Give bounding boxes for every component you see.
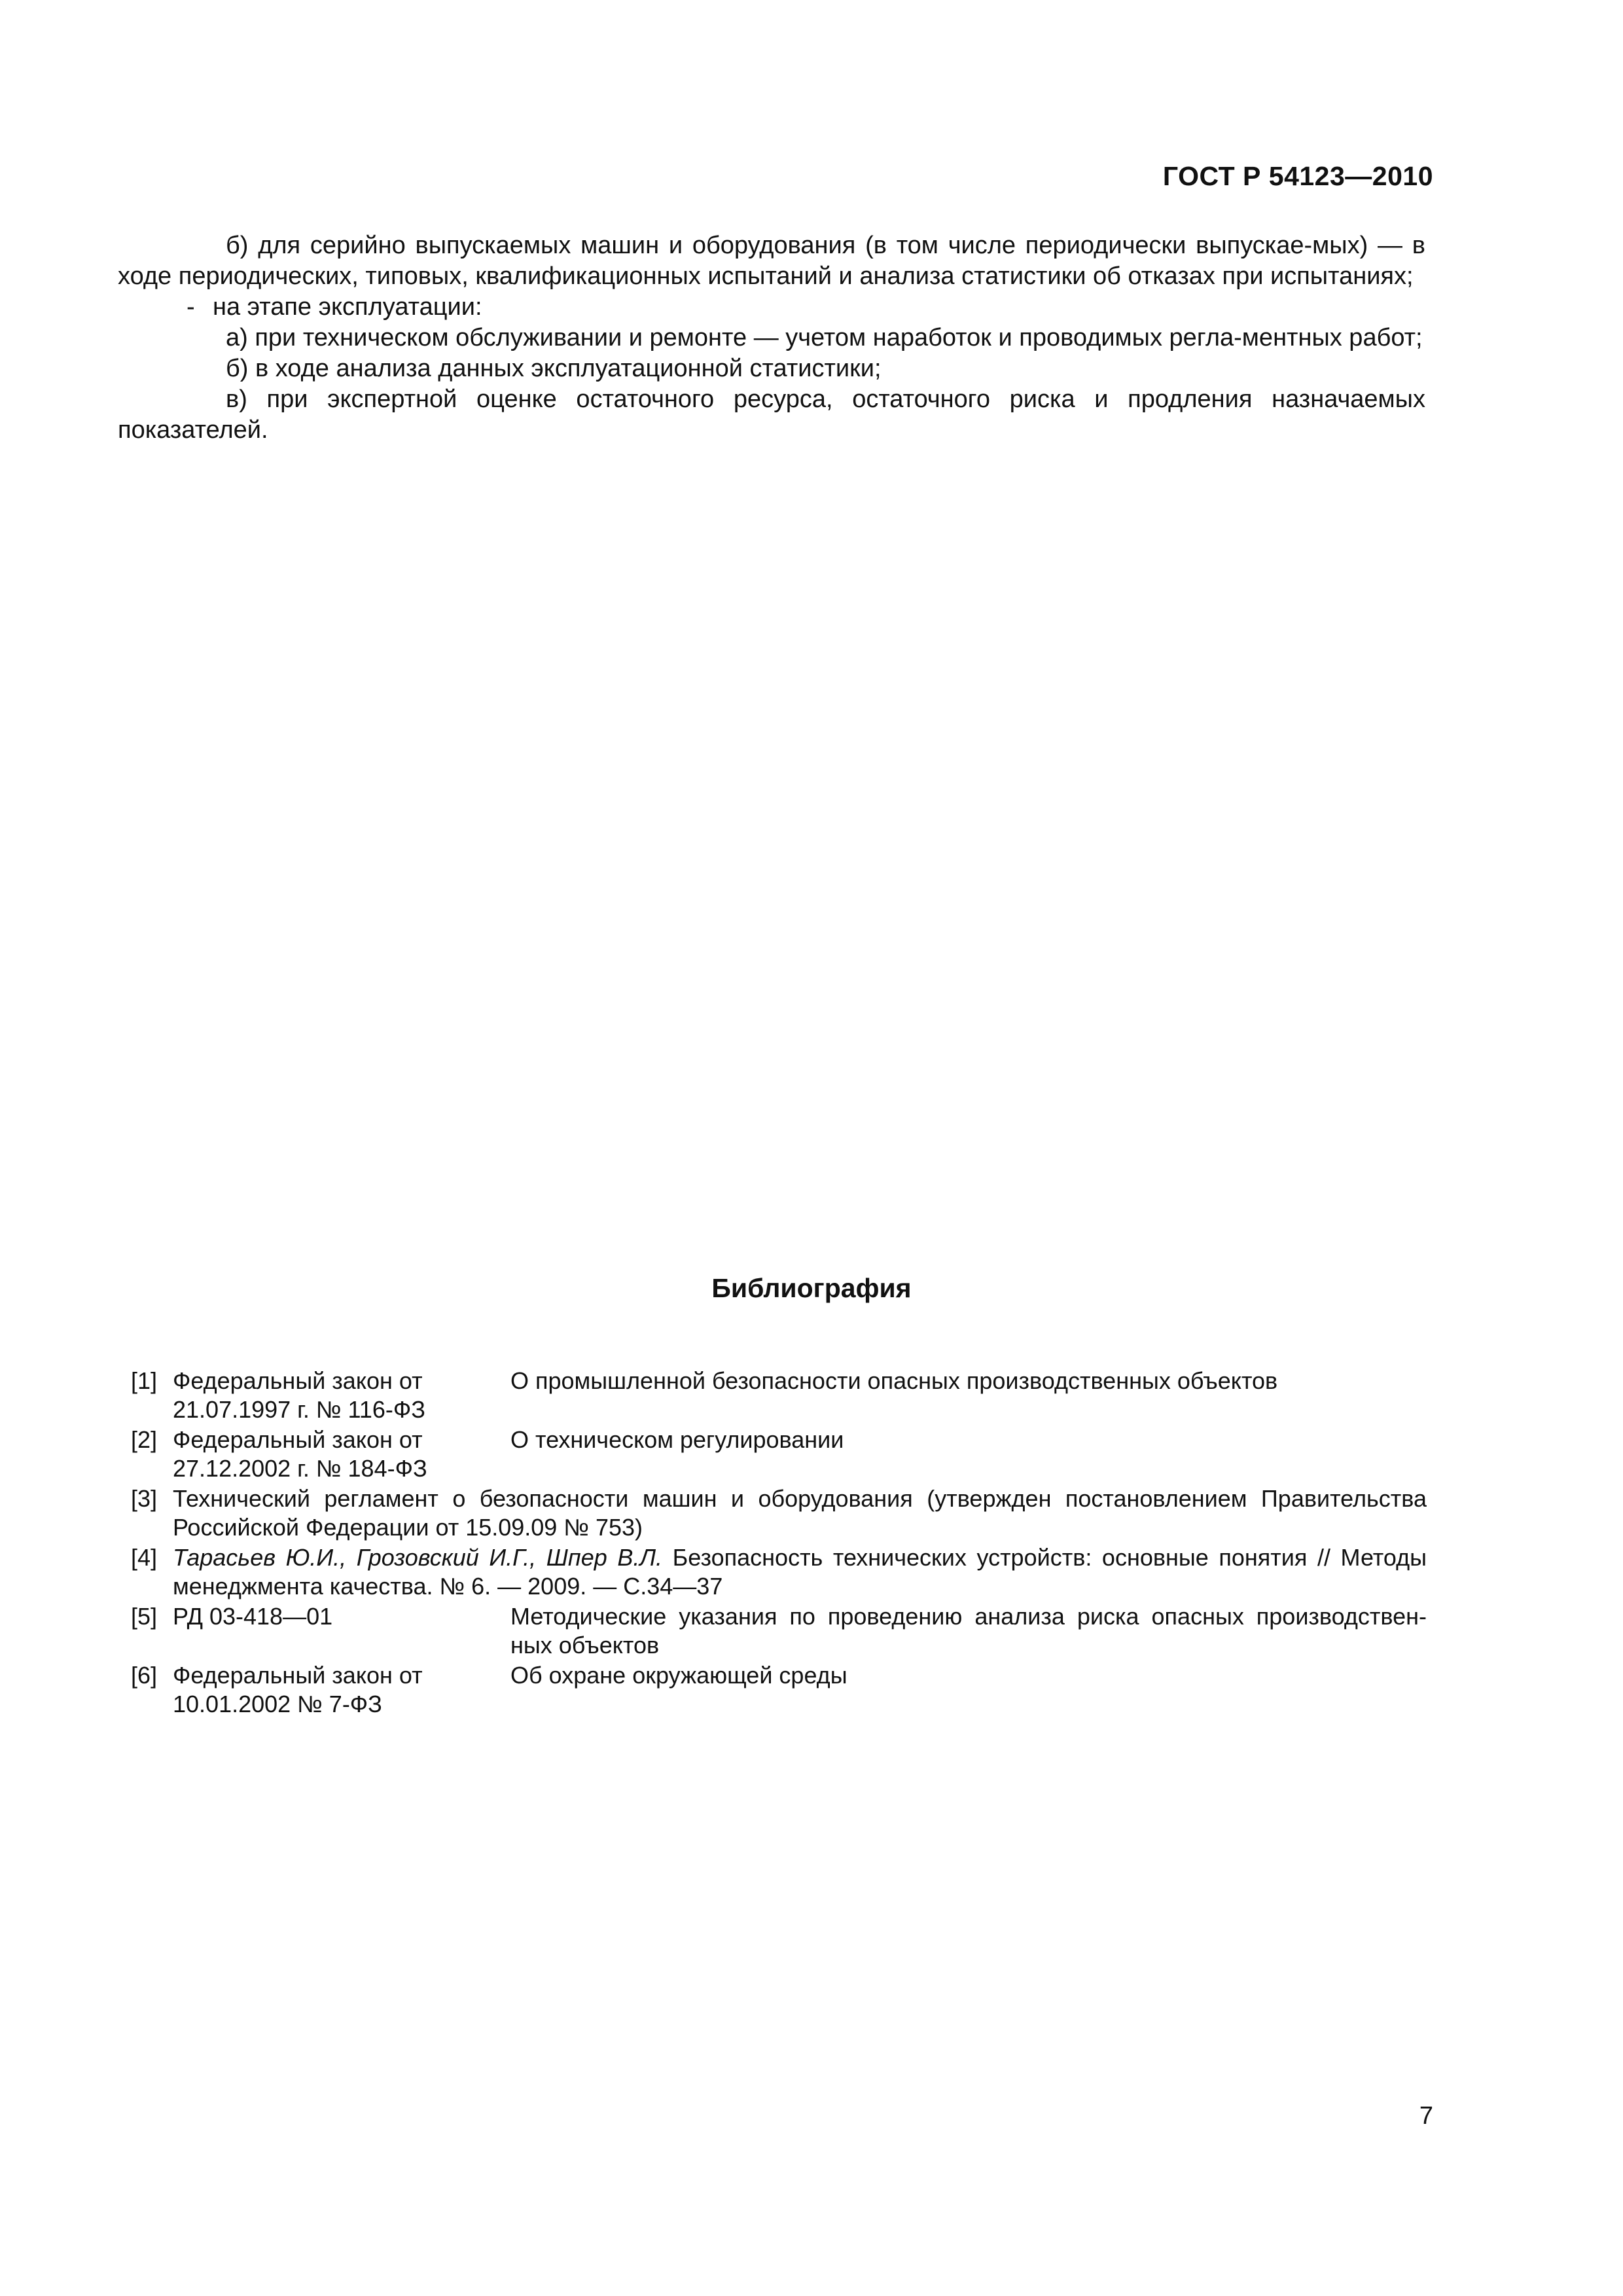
bib-title: Об охране окружающей среды	[510, 1662, 847, 1689]
bib-rest: Безопасность технических устройств: основные понятия // Методы менеджмента качества. № 6. — 2009. — С.34—37	[173, 1544, 1427, 1600]
page-number: 7	[1419, 2102, 1433, 2130]
bib-entry	[131, 1426, 1427, 1483]
bib-source: Федеральный закон от 21.07.1997 г. № 116-ФЗ	[173, 1367, 426, 1423]
dash-mark: -	[187, 293, 195, 321]
bib-entry	[131, 1602, 1427, 1660]
bib-entry	[131, 1661, 1427, 1719]
bib-title: Методические указания по проведению анализа риска опасных производствен-ных объектов	[510, 1603, 1427, 1659]
bib-text	[173, 1543, 1427, 1601]
bib-entry	[131, 1367, 1427, 1424]
bib-title: О техническом регулировании	[510, 1426, 844, 1453]
list-item	[118, 292, 1425, 323]
bib-source: Федеральный закон от 27.12.2002 г. № 184-ФЗ	[173, 1426, 427, 1482]
document-code: ГОСТ Р 54123—2010	[1162, 161, 1433, 191]
paragraph: б) в ходе анализа данных эксплуатационной статистики;	[226, 355, 882, 382]
bib-authors: Тарасьев Ю.И., Грозовский И.Г., Шпер В.Л.	[173, 1544, 663, 1571]
bib-number: [6]	[131, 1662, 158, 1689]
bib-entry	[131, 1543, 1427, 1601]
bibliography-title: Библиография	[711, 1273, 912, 1303]
body-text	[118, 230, 1425, 446]
bib-text: Технический регламент о безопасности машин и оборудования (утвержден постановлением Правительства Российской Федерации от 15.09.09 № 753)	[173, 1485, 1427, 1541]
bib-source: Федеральный закон от 10.01.2002 № 7-ФЗ	[173, 1662, 423, 1717]
bib-entry	[131, 1484, 1427, 1542]
paragraph: а) при техническом обслуживании и ремонте — учетом наработок и проводимых регла-ментных работ;	[226, 324, 1423, 351]
bibliography-list	[131, 1367, 1427, 1719]
bib-number: [3]	[131, 1485, 158, 1512]
bib-number: [2]	[131, 1426, 158, 1453]
bib-number: [5]	[131, 1603, 158, 1630]
paragraph: б) для серийно выпускаемых машин и оборудования (в том числе периодически выпускае-мых) — в ходе периодических, типовых, квалификационных испытаний и анализа статистики об отказах при испытаниях;	[118, 232, 1425, 290]
bib-title: О промышленной безопасности опасных производственных объектов	[510, 1367, 1278, 1394]
paragraph: в) при экспертной оценке остаточного ресурса, остаточного риска и продления назначаемых показателей.	[118, 386, 1425, 444]
list-item-text: на этапе эксплуатации:	[213, 293, 482, 321]
bib-number: [4]	[131, 1544, 158, 1571]
bib-number: [1]	[131, 1367, 158, 1394]
bib-source: РД 03-418—01	[173, 1603, 333, 1630]
